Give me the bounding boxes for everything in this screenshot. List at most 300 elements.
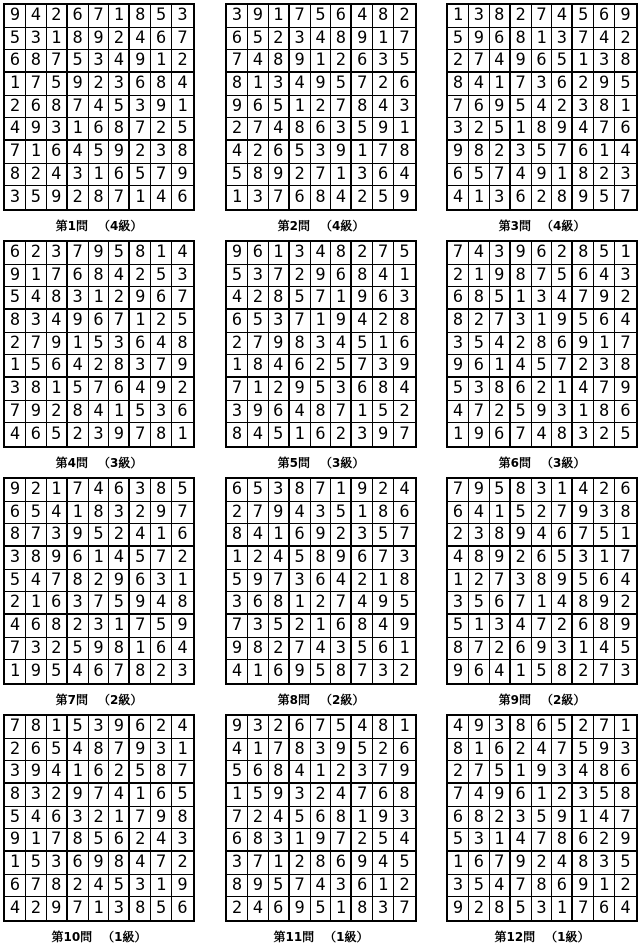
sudoku-cell: 6 [177,187,188,208]
sudoku-cell: 4 [490,660,511,683]
sudoku-cell: 9 [331,547,352,570]
sudoku-cell: 2 [352,186,373,209]
sudoku-cell: 1 [5,355,26,378]
sudoku-cell: 2 [26,897,47,920]
sudoku-cell: 3 [248,265,269,288]
sudoku-cell: 5 [373,524,394,547]
sudoku-cell: 4 [311,638,332,661]
sudoku-cell: 6 [290,186,311,209]
sudoku-cell: 1 [151,242,172,265]
sudoku-cell: 8 [490,524,511,547]
sudoku-cell: 6 [448,164,469,187]
sudoku-cell: 5 [248,28,269,51]
sudoku-cell: 5 [5,570,26,593]
sudoku-cell: 9 [573,333,594,356]
sudoku-cell: 6 [594,310,615,333]
sudoku-cell: 3 [151,739,172,762]
sudoku-cell: 6 [290,355,311,378]
sudoku-cell: 1 [448,5,469,28]
sudoku-cell: 8 [532,570,553,593]
sudoku-cell: 3 [552,638,573,661]
sudoku-cell: 7 [172,287,193,310]
sudoku-cell: 8 [552,186,573,209]
sudoku-cell: 1 [68,118,89,141]
sudoku-cell: 2 [532,186,553,209]
sudoku-cell: 1 [331,897,352,920]
sudoku-cell: 4 [331,186,352,209]
sudoku-cell: 5 [594,784,615,807]
sudoku-cell: 8 [227,423,248,446]
sudoku-cell: 4 [47,164,68,187]
sudoku-cell: 1 [311,310,332,333]
sudoku-cell: 2 [573,73,594,96]
sudoku-cell: 2 [290,615,311,638]
sudoku-cell: 9 [394,761,415,784]
sudoku-cell: 9 [68,524,89,547]
sudoku-cell: 6 [573,141,594,164]
sudoku-cell: 3 [227,5,248,28]
sudoku-cell: 8 [269,287,290,310]
puzzle-level: （2級） [541,692,586,707]
sudoku-cell: 6 [552,73,573,96]
sudoku-cell: 3 [269,829,290,852]
sudoku-cell: 3 [373,897,394,920]
sudoku-cell: 1 [89,287,110,310]
sudoku-cell: 5 [26,355,47,378]
sudoku-cell: 6 [130,570,151,593]
sudoku-cell: 1 [490,502,511,525]
sudoku-cell: 2 [269,716,290,739]
sudoku-cell: 3 [5,378,26,401]
sudoku-cell: 2 [269,28,290,51]
sudoku-cell: 9 [532,401,553,424]
sudoku-cell: 1 [594,547,615,570]
sudoku-cell: 5 [490,118,511,141]
sudoku-cell: 5 [352,739,373,762]
sudoku-cell: 5 [68,716,89,739]
sudoku-cell: 5 [269,423,290,446]
sudoku-cell: 7 [511,73,532,96]
sudoku-cell: 7 [47,829,68,852]
sudoku-cell: 7 [448,784,469,807]
puzzle-number: 第8問 [277,692,310,707]
sudoku-cell: 8 [109,852,130,875]
sudoku-cell: 1 [151,50,172,73]
sudoku-cell: 4 [26,5,47,28]
sudoku-cell: 3 [469,5,490,28]
sudoku-cell: 9 [47,333,68,356]
sudoku-cell: 4 [89,96,110,119]
sudoku-cell: 6 [89,761,110,784]
sudoku-cell: 6 [448,287,469,310]
sudoku-cell: 6 [511,638,532,661]
sudoku-cell: 6 [352,547,373,570]
sudoku-cell: 5 [26,852,47,875]
puzzle-6 [446,240,638,474]
sudoku-cell: 7 [290,310,311,333]
sudoku-cell: 1 [109,5,130,28]
sudoku-cell: 3 [552,28,573,51]
sudoku-cell: 8 [151,479,172,502]
sudoku-cell: 6 [227,28,248,51]
sudoku-cell: 5 [352,638,373,661]
sudoku-cell: 2 [469,310,490,333]
sudoku-cell: 8 [331,660,352,683]
sudoku-cell: 9 [552,807,573,830]
sudoku-cell: 2 [490,141,511,164]
sudoku-cell: 6 [89,660,110,683]
sudoku-cell: 1 [290,592,311,615]
sudoku-cell: 5 [172,118,193,141]
sudoku-cell: 3 [573,784,594,807]
sudoku-cell: 6 [109,164,130,187]
sudoku-cell: 5 [151,265,172,288]
sudoku-cell: 9 [172,875,193,898]
sudoku-cell: 2 [248,547,269,570]
sudoku-cell: 4 [68,660,89,683]
sudoku-cell: 8 [47,875,68,898]
sudoku-cell: 8 [615,784,636,807]
sudoku-cell: 2 [5,592,26,615]
sudoku-cell: 5 [394,50,415,73]
sudoku-cell: 1 [248,660,269,683]
sudoku-cell: 6 [109,378,130,401]
sudoku-cell: 9 [290,897,311,920]
sudoku-cell: 9 [373,807,394,830]
sudoku-cell: 9 [615,5,636,28]
sudoku-cell: 8 [227,73,248,96]
sudoku-cell: 5 [552,265,573,288]
sudoku-cell: 2 [394,5,415,28]
sudoku-cell: 4 [290,401,311,424]
sudoku-cell: 8 [532,875,553,898]
sudoku-cell: 3 [620,661,631,682]
sudoku-cell: 2 [448,524,469,547]
sudoku-cell: 3 [448,333,469,356]
sudoku-cell: 2 [151,716,172,739]
sudoku-cell: 9 [615,615,636,638]
sudoku-cell: 5 [109,592,130,615]
sudoku-cell: 1 [68,761,89,784]
sudoku-cell: 4 [248,524,269,547]
sudoku-cell: 5 [573,310,594,333]
sudoku-cell: 1 [248,73,269,96]
sudoku-cell: 2 [5,333,26,356]
sudoku-cell: 8 [394,570,415,593]
sudoku-cell: 5 [47,660,68,683]
sudoku-cell: 9 [573,186,594,209]
sudoku-cell: 8 [151,423,172,446]
sudoku-cell: 8 [352,96,373,119]
sudoku-cell: 5 [490,479,511,502]
sudoku-cell: 5 [394,242,415,265]
sudoku-cell: 8 [511,716,532,739]
sudoku-cell: 3 [109,897,130,920]
sudoku-cell: 8 [130,5,151,28]
sudoku-cell: 8 [373,5,394,28]
sudoku-cell: 4 [448,547,469,570]
sudoku-cell: 9 [448,660,469,683]
sudoku-cell: 6 [109,479,130,502]
sudoku-cell: 9 [532,164,553,187]
sudoku-cell: 7 [331,96,352,119]
sudoku-cell: 4 [511,355,532,378]
sudoku-cell: 4 [352,5,373,28]
sudoku-cell: 3 [552,761,573,784]
sudoku-cell: 7 [68,96,89,119]
sudoku-cell: 7 [269,265,290,288]
sudoku-cell: 9 [89,28,110,51]
sudoku-cell: 9 [394,355,415,378]
sudoku-cell: 2 [594,423,615,446]
sudoku-cell: 1 [532,784,553,807]
sudoku-cell: 3 [331,378,352,401]
sudoku-cell: 5 [227,265,248,288]
sudoku-cell: 5 [552,716,573,739]
sudoku-cell: 9 [130,287,151,310]
sudoku-cell: 2 [331,761,352,784]
sudoku-cell: 5 [26,186,47,209]
puzzle-caption [225,924,417,948]
sudoku-cell: 4 [290,761,311,784]
sudoku-cell: 3 [248,615,269,638]
puzzle-number: 第10問 [51,929,93,944]
sudoku-cell: 5 [290,287,311,310]
sudoku-cell: 3 [26,28,47,51]
sudoku-cell: 3 [552,401,573,424]
sudoku-cell: 3 [68,164,89,187]
sudoku-cell: 2 [109,287,130,310]
puzzle-level: （4級） [320,218,365,233]
sudoku-cell: 7 [109,310,130,333]
sudoku-cell: 2 [615,287,636,310]
sudoku-cell: 1 [573,638,594,661]
sudoku-cell: 7 [130,807,151,830]
sudoku-cell: 9 [5,479,26,502]
sudoku-cell: 9 [615,829,636,852]
puzzle-12 [446,714,638,948]
sudoku-cell: 8 [290,739,311,762]
sudoku-cell: 7 [172,502,193,525]
sudoku-cell: 9 [68,784,89,807]
sudoku-cell: 4 [89,875,110,898]
sudoku-cell: 2 [615,592,636,615]
sudoku-cell: 9 [615,378,636,401]
sudoku-cell: 1 [394,118,415,141]
sudoku-cell: 9 [109,141,130,164]
sudoku-cell: 2 [5,96,26,119]
sudoku-grid [225,477,417,685]
sudoku-cell: 3 [269,310,290,333]
sudoku-cell: 2 [269,378,290,401]
sudoku-cell: 6 [532,547,553,570]
sudoku-cell: 8 [172,807,193,830]
sudoku-cell: 1 [47,378,68,401]
sudoku-cell: 6 [615,401,636,424]
sudoku-cell: 4 [89,401,110,424]
sudoku-cell: 1 [552,897,573,920]
sudoku-cell: 5 [573,739,594,762]
sudoku-cell: 6 [89,310,110,333]
sudoku-cell: 1 [373,28,394,51]
sudoku-cell: 5 [490,287,511,310]
sudoku-cell: 2 [394,401,415,424]
sudoku-cell: 9 [490,265,511,288]
sudoku-cell: 9 [511,50,532,73]
sudoku-cell: 4 [151,829,172,852]
sudoku-cell: 3 [352,164,373,187]
sudoku-cell: 4 [89,479,110,502]
sudoku-cell: 7 [331,401,352,424]
sudoku-cell: 7 [615,333,636,356]
sudoku-cell: 6 [394,502,415,525]
sudoku-cell: 2 [290,265,311,288]
sudoku-cell: 8 [594,96,615,119]
puzzle-level: （1級） [324,929,369,944]
sudoku-cell: 5 [311,660,332,683]
sudoku-cell: 8 [248,164,269,187]
sudoku-cell: 1 [615,242,636,265]
sudoku-cell: 4 [227,141,248,164]
sudoku-cell: 1 [89,897,110,920]
sudoku-cell: 6 [248,242,269,265]
sudoku-grid [3,240,195,448]
sudoku-cell: 3 [331,118,352,141]
sudoku-cell: 5 [47,739,68,762]
sudoku-cell: 1 [248,378,269,401]
sudoku-cell: 1 [469,739,490,762]
sudoku-cell: 9 [248,875,269,898]
sudoku-cell: 5 [172,310,193,333]
sudoku-cell: 7 [573,897,594,920]
sudoku-cell: 5 [331,355,352,378]
sudoku-cell: 4 [47,761,68,784]
sudoku-cell: 4 [311,242,332,265]
sudoku-cell: 6 [448,807,469,830]
sudoku-cell: 2 [89,73,110,96]
sudoku-cell: 6 [615,479,636,502]
sudoku-cell: 6 [89,118,110,141]
sudoku-cell: 3 [373,50,394,73]
sudoku-cell: 6 [26,96,47,119]
sudoku-cell: 9 [552,118,573,141]
sudoku-cell: 2 [352,242,373,265]
sudoku-cell: 9 [172,164,193,187]
sudoku-cell: 8 [68,28,89,51]
sudoku-cell: 9 [511,242,532,265]
sudoku-cell: 1 [151,875,172,898]
sudoku-cell: 9 [573,502,594,525]
sudoku-cell: 7 [552,141,573,164]
sudoku-cell: 3 [373,660,394,683]
sudoku-cell: 9 [248,570,269,593]
sudoku-cell: 7 [130,118,151,141]
sudoku-cell: 3 [490,716,511,739]
sudoku-cell: 4 [448,716,469,739]
sudoku-cell: 6 [311,423,332,446]
sudoku-cell: 7 [373,761,394,784]
sudoku-cell: 4 [227,287,248,310]
sudoku-cell: 1 [552,479,573,502]
sudoku-cell: 4 [151,186,172,209]
sudoku-cell: 2 [469,570,490,593]
sudoku-cell: 8 [373,378,394,401]
sudoku-cell: 4 [573,378,594,401]
sudoku-cell: 3 [130,875,151,898]
sudoku-cell: 3 [26,638,47,661]
sudoku-cell: 2 [227,502,248,525]
sudoku-cell: 2 [172,50,193,73]
sudoku-cell: 1 [511,118,532,141]
puzzle-caption [446,450,638,474]
sudoku-cell: 3 [394,547,415,570]
sudoku-cell: 8 [89,186,110,209]
sudoku-cell: 2 [290,852,311,875]
sudoku-cell: 2 [109,28,130,51]
sudoku-cell: 6 [47,807,68,830]
sudoku-cell: 6 [311,570,332,593]
sudoku-cell: 7 [5,401,26,424]
sudoku-cell: 3 [594,502,615,525]
sudoku-cell: 1 [290,96,311,119]
sudoku-cell: 1 [172,739,193,762]
sudoku-cell: 6 [594,5,615,28]
sudoku-cell: 8 [172,141,193,164]
sudoku-cell: 5 [331,502,352,525]
sudoku-cell: 7 [172,761,193,784]
sudoku-cell: 2 [373,479,394,502]
sudoku-cell: 2 [594,479,615,502]
sudoku-cell: 4 [47,310,68,333]
sudoku-cell: 1 [248,739,269,762]
sudoku-cell: 8 [269,50,290,73]
sudoku-cell: 3 [352,524,373,547]
puzzle-caption [3,450,195,474]
sudoku-cell: 4 [615,310,636,333]
sudoku-cell: 6 [490,739,511,762]
sudoku-cell: 8 [490,5,511,28]
sudoku-cell: 6 [490,28,511,51]
sudoku-cell: 8 [573,164,594,187]
sudoku-grid [446,477,638,685]
sudoku-cell: 7 [448,479,469,502]
sudoku-cell: 7 [532,615,553,638]
sudoku-cell: 4 [373,615,394,638]
sudoku-cell: 4 [109,50,130,73]
sudoku-cell: 4 [331,784,352,807]
sudoku-cell: 1 [26,829,47,852]
sudoku-cell: 1 [331,287,352,310]
sudoku-cell: 8 [269,761,290,784]
sudoku-cell: 5 [5,28,26,51]
sudoku-cell: 8 [511,479,532,502]
sudoku-cell: 3 [5,547,26,570]
sudoku-cell: 3 [47,524,68,547]
sudoku-cell: 3 [311,502,332,525]
sudoku-cell: 7 [151,852,172,875]
sudoku-cell: 5 [89,524,110,547]
sudoku-cell: 2 [311,355,332,378]
sudoku-cell: 9 [594,287,615,310]
sudoku-cell: 3 [68,807,89,830]
sudoku-cell: 3 [394,807,415,830]
sudoku-cell: 2 [490,807,511,830]
puzzle-number: 第11問 [273,929,315,944]
sudoku-cell: 1 [490,73,511,96]
sudoku-cell: 6 [511,186,532,209]
sudoku-cell: 2 [248,141,269,164]
sudoku-cell: 4 [227,739,248,762]
